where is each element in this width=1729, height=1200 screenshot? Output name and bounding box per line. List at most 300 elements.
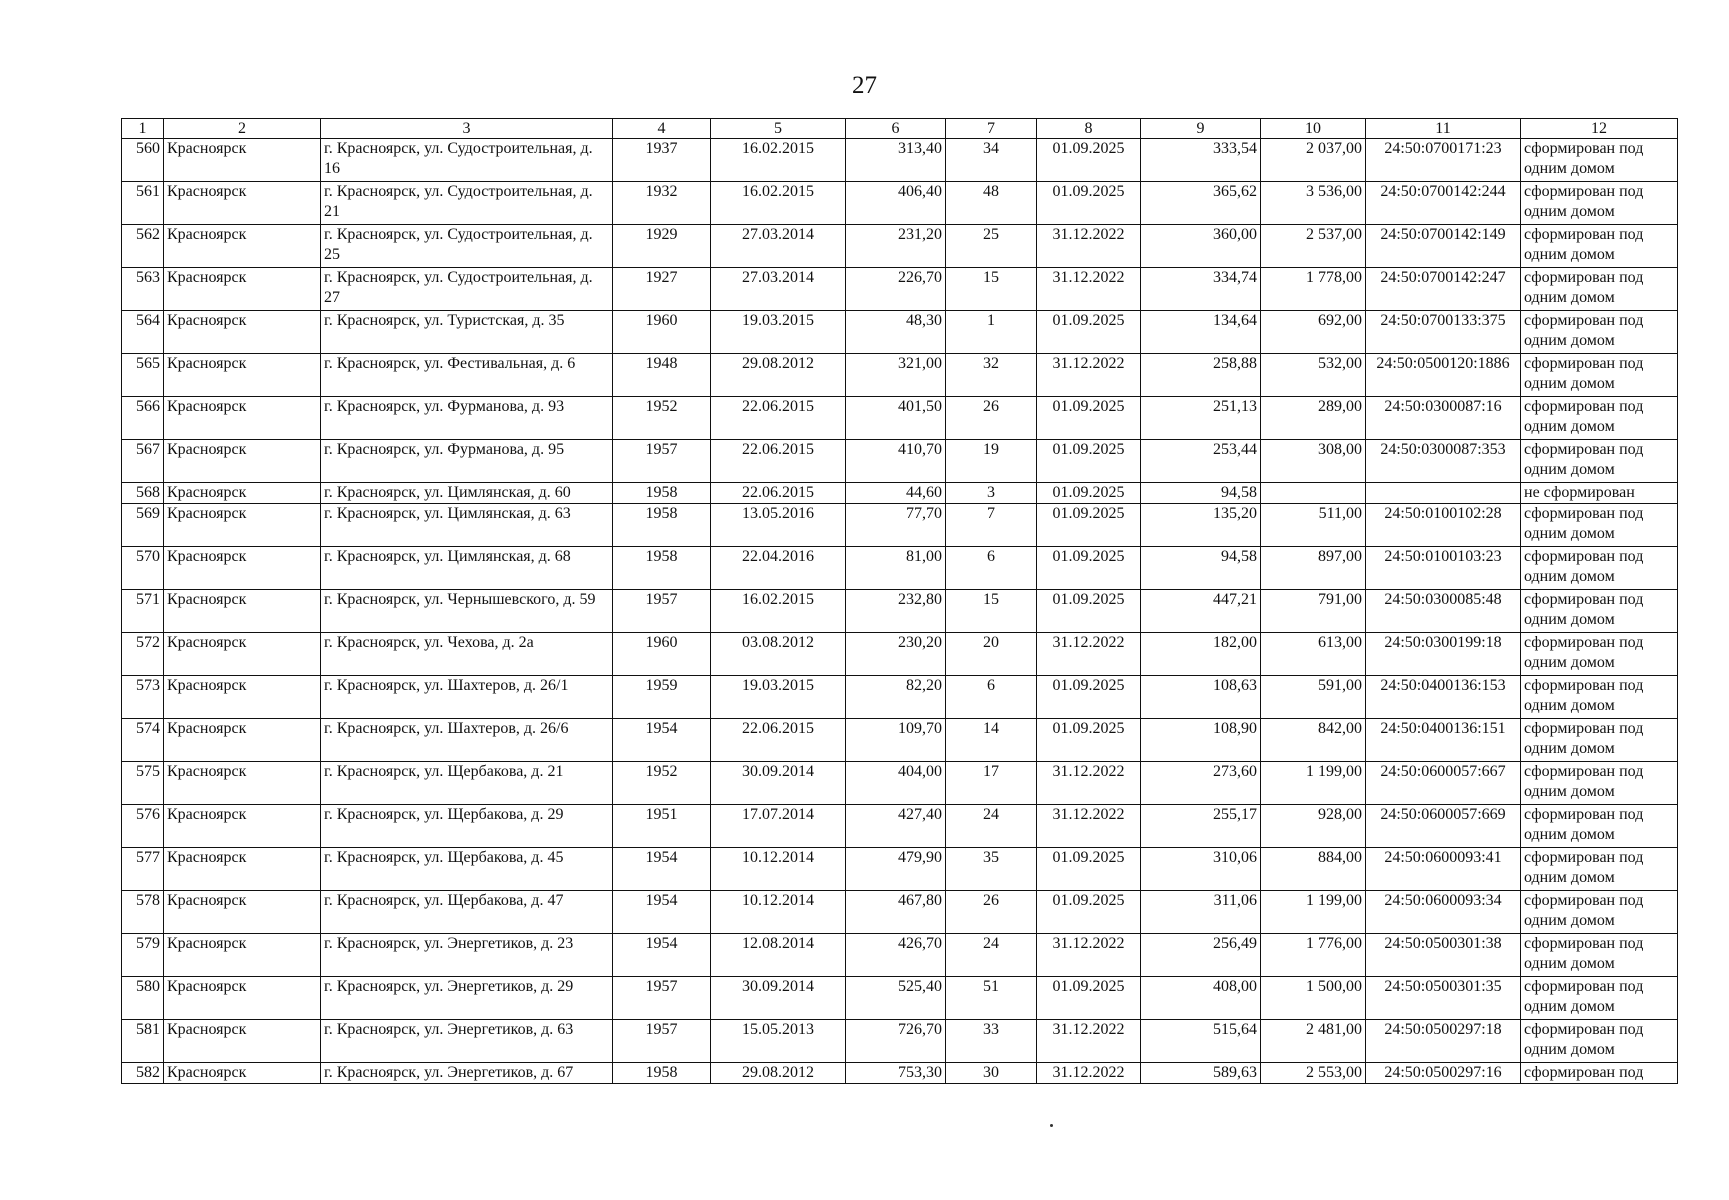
cell-deadline: 01.09.2025	[1037, 891, 1141, 934]
table-row	[122, 225, 1678, 268]
cell-row-number: 580	[122, 977, 164, 1020]
cell-date: 03.08.2012	[711, 633, 846, 676]
table-row	[122, 590, 1678, 633]
cell-address: г. Красноярск, ул. Фурманова, д. 95	[321, 440, 613, 483]
cell-build-year: 1954	[613, 848, 711, 891]
scan-dot	[1050, 1124, 1053, 1127]
cell-address: г. Красноярск, ул. Судостроительная, д. 27	[321, 268, 613, 311]
cell-row-number: 575	[122, 762, 164, 805]
cell-address: г. Красноярск, ул. Шахтеров, д. 26/6	[321, 719, 613, 762]
cell-value-10: 3 536,00	[1261, 182, 1366, 225]
cell-deadline: 01.09.2025	[1037, 311, 1141, 354]
cell-build-year: 1937	[613, 139, 711, 182]
cell-locality: Красноярск	[164, 1063, 321, 1084]
cell-area: 313,40	[846, 139, 946, 182]
cell-cadastral-number: 24:50:0500120:1886	[1366, 354, 1521, 397]
cell-cadastral-number: 24:50:0600093:41	[1366, 848, 1521, 891]
cell-address: г. Красноярск, ул. Энергетиков, д. 63	[321, 1020, 613, 1063]
cell-residents: 24	[946, 934, 1037, 977]
cell-area: 109,70	[846, 719, 946, 762]
cell-address: г. Красноярск, ул. Цимлянская, д. 60	[321, 483, 613, 504]
cell-value-10: 2 553,00	[1261, 1063, 1366, 1084]
cell-value-10: 289,00	[1261, 397, 1366, 440]
cell-land-status: сформирован под одним домом	[1521, 934, 1678, 977]
cell-locality: Красноярск	[164, 547, 321, 590]
cell-value-10: 613,00	[1261, 633, 1366, 676]
column-header-3: 3	[321, 119, 613, 139]
table-row	[122, 440, 1678, 483]
cell-row-number: 573	[122, 676, 164, 719]
cell-locality: Красноярск	[164, 633, 321, 676]
cell-build-year: 1958	[613, 1063, 711, 1084]
table-row	[122, 504, 1678, 547]
cell-area: 230,20	[846, 633, 946, 676]
cell-build-year: 1954	[613, 934, 711, 977]
cell-row-number: 568	[122, 483, 164, 504]
cell-cadastral-number: 24:50:0500301:38	[1366, 934, 1521, 977]
cell-build-year: 1952	[613, 397, 711, 440]
cell-land-status: сформирован под одним домом	[1521, 225, 1678, 268]
cell-area: 321,00	[846, 354, 946, 397]
cell-cadastral-number: 24:50:0100103:23	[1366, 547, 1521, 590]
cell-residents: 25	[946, 225, 1037, 268]
cell-deadline: 31.12.2022	[1037, 1063, 1141, 1084]
column-header-7: 7	[946, 119, 1037, 139]
cell-locality: Красноярск	[164, 676, 321, 719]
cell-cadastral-number: 24:50:0300199:18	[1366, 633, 1521, 676]
cell-residents: 17	[946, 762, 1037, 805]
table-row	[122, 483, 1678, 504]
cell-residents: 30	[946, 1063, 1037, 1084]
table-row	[122, 676, 1678, 719]
cell-residents: 15	[946, 268, 1037, 311]
cell-build-year: 1927	[613, 268, 711, 311]
column-header-12: 12	[1521, 119, 1678, 139]
cell-locality: Красноярск	[164, 1020, 321, 1063]
cell-area: 467,80	[846, 891, 946, 934]
cell-deadline: 01.09.2025	[1037, 547, 1141, 590]
cell-deadline: 31.12.2022	[1037, 1020, 1141, 1063]
cell-locality: Красноярск	[164, 977, 321, 1020]
cell-date: 27.03.2014	[711, 225, 846, 268]
cell-date: 12.08.2014	[711, 934, 846, 977]
cell-residents: 6	[946, 547, 1037, 590]
cell-value-9: 251,13	[1141, 397, 1261, 440]
cell-address: г. Красноярск, ул. Щербакова, д. 45	[321, 848, 613, 891]
cell-address: г. Красноярск, ул. Чехова, д. 2а	[321, 633, 613, 676]
cell-cadastral-number: 24:50:0700171:23	[1366, 139, 1521, 182]
cell-address: г. Красноярск, ул. Фурманова, д. 93	[321, 397, 613, 440]
cell-date: 22.06.2015	[711, 397, 846, 440]
table-row	[122, 268, 1678, 311]
column-header-10: 10	[1261, 119, 1366, 139]
cell-build-year: 1954	[613, 891, 711, 934]
cell-value-9: 408,00	[1141, 977, 1261, 1020]
cell-date: 15.05.2013	[711, 1020, 846, 1063]
cell-residents: 34	[946, 139, 1037, 182]
table-row	[122, 762, 1678, 805]
cell-date: 29.08.2012	[711, 354, 846, 397]
cell-residents: 1	[946, 311, 1037, 354]
cell-value-10: 1 199,00	[1261, 762, 1366, 805]
cell-row-number: 564	[122, 311, 164, 354]
cell-area: 44,60	[846, 483, 946, 504]
cell-area: 77,70	[846, 504, 946, 547]
cell-residents: 7	[946, 504, 1037, 547]
cell-deadline: 01.09.2025	[1037, 504, 1141, 547]
cell-value-9: 94,58	[1141, 547, 1261, 590]
cell-value-9: 135,20	[1141, 504, 1261, 547]
cell-build-year: 1958	[613, 547, 711, 590]
cell-land-status: сформирован под одним домом	[1521, 547, 1678, 590]
cell-residents: 15	[946, 590, 1037, 633]
cell-build-year: 1960	[613, 633, 711, 676]
cell-build-year: 1957	[613, 977, 711, 1020]
cell-locality: Красноярск	[164, 719, 321, 762]
cell-land-status: сформирован под одним домом	[1521, 848, 1678, 891]
cell-value-9: 258,88	[1141, 354, 1261, 397]
cell-area: 48,30	[846, 311, 946, 354]
cell-land-status: сформирован под одним домом	[1521, 504, 1678, 547]
cell-date: 22.06.2015	[711, 440, 846, 483]
cell-value-10: 842,00	[1261, 719, 1366, 762]
cell-residents: 32	[946, 354, 1037, 397]
cell-row-number: 574	[122, 719, 164, 762]
page-number: 27	[852, 72, 877, 99]
cell-address: г. Красноярск, ул. Энергетиков, д. 29	[321, 977, 613, 1020]
cell-row-number: 579	[122, 934, 164, 977]
register-table	[121, 118, 1678, 1084]
cell-land-status: сформирован под одним домом	[1521, 182, 1678, 225]
cell-value-9: 256,49	[1141, 934, 1261, 977]
cell-date: 22.06.2015	[711, 719, 846, 762]
cell-deadline: 01.09.2025	[1037, 719, 1141, 762]
cell-locality: Красноярск	[164, 483, 321, 504]
cell-address: г. Красноярск, ул. Судостроительная, д. 25	[321, 225, 613, 268]
cell-locality: Красноярск	[164, 934, 321, 977]
table-row	[122, 1020, 1678, 1063]
cell-date: 17.07.2014	[711, 805, 846, 848]
cell-land-status: сформирован под одним домом	[1521, 139, 1678, 182]
cell-address: г. Красноярск, ул. Шахтеров, д. 26/1	[321, 676, 613, 719]
cell-cadastral-number: 24:50:0300087:16	[1366, 397, 1521, 440]
cell-address: г. Красноярск, ул. Судостроительная, д. 21	[321, 182, 613, 225]
table-row	[122, 1063, 1678, 1084]
cell-land-status: сформирован под одним домом	[1521, 805, 1678, 848]
column-number-row	[122, 119, 1678, 139]
cell-row-number: 566	[122, 397, 164, 440]
cell-land-status: сформирован под одним домом	[1521, 397, 1678, 440]
cell-residents: 6	[946, 676, 1037, 719]
cell-row-number: 577	[122, 848, 164, 891]
cell-row-number: 582	[122, 1063, 164, 1084]
cell-address: г. Красноярск, ул. Судостроительная, д. 16	[321, 139, 613, 182]
cell-deadline: 31.12.2022	[1037, 225, 1141, 268]
column-header-9: 9	[1141, 119, 1261, 139]
column-header-8: 8	[1037, 119, 1141, 139]
column-header-4: 4	[613, 119, 711, 139]
cell-deadline: 31.12.2022	[1037, 805, 1141, 848]
cell-land-status: сформирован под одним домом	[1521, 762, 1678, 805]
cell-deadline: 01.09.2025	[1037, 440, 1141, 483]
cell-area: 479,90	[846, 848, 946, 891]
cell-area: 232,80	[846, 590, 946, 633]
cell-area: 406,40	[846, 182, 946, 225]
cell-cadastral-number: 24:50:0600057:669	[1366, 805, 1521, 848]
cell-date: 10.12.2014	[711, 891, 846, 934]
cell-value-10: 1 500,00	[1261, 977, 1366, 1020]
table-row	[122, 139, 1678, 182]
cell-value-10: 692,00	[1261, 311, 1366, 354]
cell-row-number: 571	[122, 590, 164, 633]
cell-land-status: сформирован под одним домом	[1521, 633, 1678, 676]
table-row	[122, 891, 1678, 934]
cell-row-number: 570	[122, 547, 164, 590]
cell-value-10: 884,00	[1261, 848, 1366, 891]
cell-area: 226,70	[846, 268, 946, 311]
cell-address: г. Красноярск, ул. Цимлянская, д. 68	[321, 547, 613, 590]
cell-land-status: сформирован под одним домом	[1521, 268, 1678, 311]
cell-date: 13.05.2016	[711, 504, 846, 547]
cell-value-9: 589,63	[1141, 1063, 1261, 1084]
cell-value-10: 591,00	[1261, 676, 1366, 719]
cell-address: г. Красноярск, ул. Энергетиков, д. 23	[321, 934, 613, 977]
cell-deadline: 31.12.2022	[1037, 762, 1141, 805]
cell-value-9: 447,21	[1141, 590, 1261, 633]
table-row	[122, 182, 1678, 225]
cell-row-number: 567	[122, 440, 164, 483]
cell-value-10: 928,00	[1261, 805, 1366, 848]
cell-value-9: 108,90	[1141, 719, 1261, 762]
cell-area: 82,20	[846, 676, 946, 719]
cell-address: г. Красноярск, ул. Щербакова, д. 29	[321, 805, 613, 848]
cell-date: 27.03.2014	[711, 268, 846, 311]
cell-cadastral-number: 24:50:0600057:667	[1366, 762, 1521, 805]
cell-residents: 33	[946, 1020, 1037, 1063]
column-header-11: 11	[1366, 119, 1521, 139]
cell-area: 426,70	[846, 934, 946, 977]
cell-area: 753,30	[846, 1063, 946, 1084]
cell-land-status: сформирован под одним домом	[1521, 311, 1678, 354]
cell-build-year: 1957	[613, 590, 711, 633]
cell-locality: Красноярск	[164, 354, 321, 397]
cell-locality: Красноярск	[164, 225, 321, 268]
cell-land-status: сформирован под одним домом	[1521, 977, 1678, 1020]
cell-build-year: 1932	[613, 182, 711, 225]
cell-value-10: 2 037,00	[1261, 139, 1366, 182]
cell-cadastral-number: 24:50:0600093:34	[1366, 891, 1521, 934]
cell-row-number: 565	[122, 354, 164, 397]
cell-row-number: 576	[122, 805, 164, 848]
cell-build-year: 1948	[613, 354, 711, 397]
cell-deadline: 01.09.2025	[1037, 676, 1141, 719]
cell-deadline: 01.09.2025	[1037, 182, 1141, 225]
cell-cadastral-number: 24:50:0100102:28	[1366, 504, 1521, 547]
cell-deadline: 01.09.2025	[1037, 483, 1141, 504]
table-row	[122, 633, 1678, 676]
cell-row-number: 578	[122, 891, 164, 934]
cell-value-10: 511,00	[1261, 504, 1366, 547]
cell-value-9: 253,44	[1141, 440, 1261, 483]
cell-locality: Красноярск	[164, 504, 321, 547]
cell-date: 19.03.2015	[711, 311, 846, 354]
cell-row-number: 561	[122, 182, 164, 225]
cell-land-status: сформирован под одним домом	[1521, 891, 1678, 934]
cell-locality: Красноярск	[164, 182, 321, 225]
cell-date: 16.02.2015	[711, 139, 846, 182]
cell-value-9: 310,06	[1141, 848, 1261, 891]
cell-cadastral-number: 24:50:0700142:244	[1366, 182, 1521, 225]
cell-residents: 24	[946, 805, 1037, 848]
cell-date: 30.09.2014	[711, 977, 846, 1020]
cell-residents: 3	[946, 483, 1037, 504]
cell-build-year: 1958	[613, 483, 711, 504]
cell-value-9: 515,64	[1141, 1020, 1261, 1063]
cell-row-number: 560	[122, 139, 164, 182]
cell-row-number: 563	[122, 268, 164, 311]
cell-build-year: 1954	[613, 719, 711, 762]
cell-build-year: 1957	[613, 440, 711, 483]
cell-value-9: 360,00	[1141, 225, 1261, 268]
cell-cadastral-number: 24:50:0300087:353	[1366, 440, 1521, 483]
cell-date: 19.03.2015	[711, 676, 846, 719]
cell-land-status: сформирован под	[1521, 1063, 1678, 1084]
cell-locality: Красноярск	[164, 891, 321, 934]
cell-value-10: 791,00	[1261, 590, 1366, 633]
table-body	[122, 139, 1678, 1084]
cell-locality: Красноярск	[164, 762, 321, 805]
cell-land-status: сформирован под одним домом	[1521, 590, 1678, 633]
table-row	[122, 547, 1678, 590]
cell-value-9: 134,64	[1141, 311, 1261, 354]
cell-address: г. Красноярск, ул. Фестивальная, д. 6	[321, 354, 613, 397]
cell-deadline: 01.09.2025	[1037, 397, 1141, 440]
cell-area: 231,20	[846, 225, 946, 268]
cell-value-9: 94,58	[1141, 483, 1261, 504]
cell-value-9: 311,06	[1141, 891, 1261, 934]
cell-cadastral-number: 24:50:0700142:149	[1366, 225, 1521, 268]
cell-row-number: 569	[122, 504, 164, 547]
cell-value-9: 182,00	[1141, 633, 1261, 676]
table-row	[122, 805, 1678, 848]
cell-deadline: 31.12.2022	[1037, 268, 1141, 311]
cell-cadastral-number: 24:50:0500297:16	[1366, 1063, 1521, 1084]
cell-value-9: 365,62	[1141, 182, 1261, 225]
cell-residents: 48	[946, 182, 1037, 225]
cell-build-year: 1960	[613, 311, 711, 354]
column-header-5: 5	[711, 119, 846, 139]
cell-date: 10.12.2014	[711, 848, 846, 891]
cell-value-9: 108,63	[1141, 676, 1261, 719]
cell-value-10: 2 481,00	[1261, 1020, 1366, 1063]
cell-cadastral-number: 24:50:0400136:151	[1366, 719, 1521, 762]
cell-value-9: 334,74	[1141, 268, 1261, 311]
cell-land-status: сформирован под одним домом	[1521, 676, 1678, 719]
cell-cadastral-number: 24:50:0700133:375	[1366, 311, 1521, 354]
cell-area: 525,40	[846, 977, 946, 1020]
cell-address: г. Красноярск, ул. Цимлянская, д. 63	[321, 504, 613, 547]
cell-residents: 26	[946, 891, 1037, 934]
cell-value-10: 1 776,00	[1261, 934, 1366, 977]
cell-address: г. Красноярск, ул. Энергетиков, д. 67	[321, 1063, 613, 1084]
cell-locality: Красноярск	[164, 590, 321, 633]
cell-build-year: 1959	[613, 676, 711, 719]
cell-locality: Красноярск	[164, 139, 321, 182]
cell-value-9: 273,60	[1141, 762, 1261, 805]
cell-value-10: 2 537,00	[1261, 225, 1366, 268]
cell-locality: Красноярск	[164, 397, 321, 440]
cell-build-year: 1952	[613, 762, 711, 805]
cell-cadastral-number	[1366, 483, 1521, 504]
cell-cadastral-number: 24:50:0500297:18	[1366, 1020, 1521, 1063]
cell-value-10: 308,00	[1261, 440, 1366, 483]
cell-land-status: сформирован под одним домом	[1521, 354, 1678, 397]
column-header-2: 2	[164, 119, 321, 139]
cell-residents: 35	[946, 848, 1037, 891]
cell-date: 30.09.2014	[711, 762, 846, 805]
cell-land-status: сформирован под одним домом	[1521, 440, 1678, 483]
cell-date: 16.02.2015	[711, 182, 846, 225]
cell-residents: 51	[946, 977, 1037, 1020]
cell-land-status: сформирован под одним домом	[1521, 1020, 1678, 1063]
cell-value-10: 1 778,00	[1261, 268, 1366, 311]
column-header-6: 6	[846, 119, 946, 139]
cell-residents: 26	[946, 397, 1037, 440]
cell-area: 401,50	[846, 397, 946, 440]
cell-row-number: 562	[122, 225, 164, 268]
cell-date: 29.08.2012	[711, 1063, 846, 1084]
cell-area: 726,70	[846, 1020, 946, 1063]
cell-cadastral-number: 24:50:0500301:35	[1366, 977, 1521, 1020]
cell-area: 81,00	[846, 547, 946, 590]
table-row	[122, 719, 1678, 762]
cell-locality: Красноярск	[164, 268, 321, 311]
cell-deadline: 31.12.2022	[1037, 633, 1141, 676]
cell-build-year: 1951	[613, 805, 711, 848]
cell-locality: Красноярск	[164, 311, 321, 354]
table-row	[122, 311, 1678, 354]
cell-residents: 14	[946, 719, 1037, 762]
cell-date: 16.02.2015	[711, 590, 846, 633]
cell-value-9: 255,17	[1141, 805, 1261, 848]
cell-date: 22.06.2015	[711, 483, 846, 504]
cell-locality: Красноярск	[164, 848, 321, 891]
table-row	[122, 354, 1678, 397]
table-row	[122, 397, 1678, 440]
cell-residents: 20	[946, 633, 1037, 676]
cell-deadline: 01.09.2025	[1037, 977, 1141, 1020]
cell-build-year: 1957	[613, 1020, 711, 1063]
column-header-1: 1	[122, 119, 164, 139]
cell-locality: Красноярск	[164, 440, 321, 483]
cell-value-9: 333,54	[1141, 139, 1261, 182]
cell-area: 410,70	[846, 440, 946, 483]
table-row	[122, 848, 1678, 891]
cell-deadline: 01.09.2025	[1037, 848, 1141, 891]
cell-deadline: 01.09.2025	[1037, 590, 1141, 633]
cell-date: 22.04.2016	[711, 547, 846, 590]
cell-area: 427,40	[846, 805, 946, 848]
cell-cadastral-number: 24:50:0300085:48	[1366, 590, 1521, 633]
cell-address: г. Красноярск, ул. Чернышевского, д. 59	[321, 590, 613, 633]
cell-deadline: 31.12.2022	[1037, 354, 1141, 397]
cell-locality: Красноярск	[164, 805, 321, 848]
cell-deadline: 31.12.2022	[1037, 934, 1141, 977]
cell-build-year: 1929	[613, 225, 711, 268]
cell-build-year: 1958	[613, 504, 711, 547]
cell-row-number: 581	[122, 1020, 164, 1063]
cell-value-10	[1261, 483, 1366, 504]
